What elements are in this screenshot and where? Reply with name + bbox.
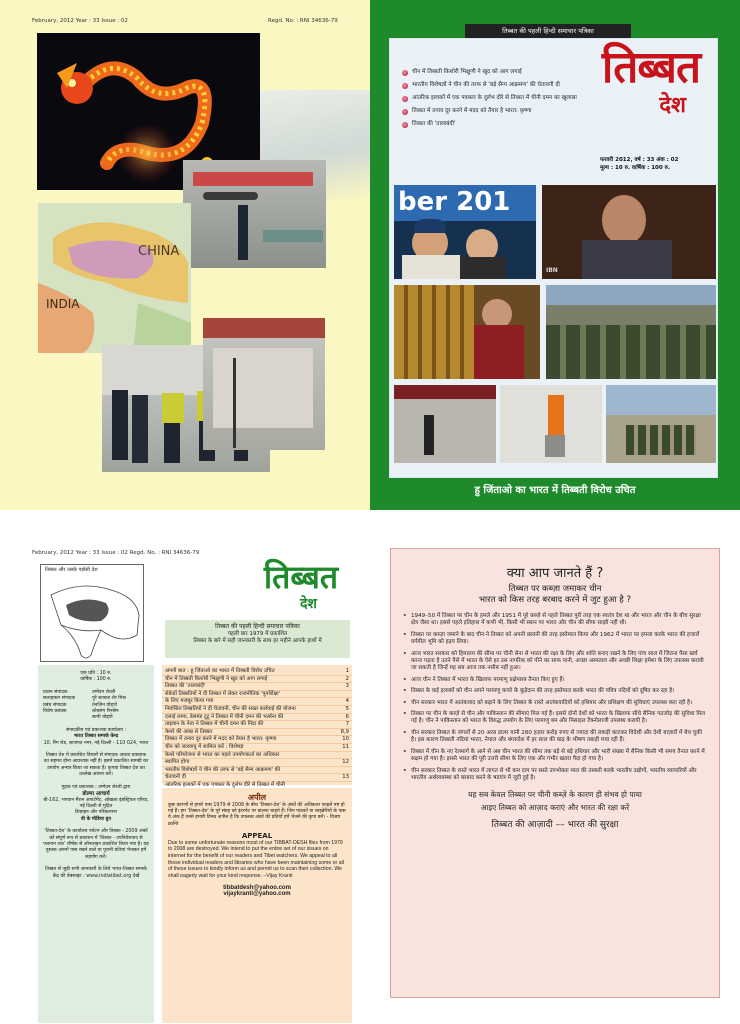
footer-line: यह सब केवल तिब्बत पर चीनी कब्ज़े के कारण ही संभव हो पाया — [468, 790, 642, 800]
toc-row[interactable]: सेकेडों तिब्बतियों ने दी तिब्बत में लेकर राजनीतिक 'पुनर्शिक्षा' — [162, 691, 352, 699]
banner-text: ber 201 — [398, 187, 511, 217]
bullet-icon — [402, 109, 408, 115]
did-you-know-box — [390, 548, 720, 998]
toc-row[interactable]: भारतीय विशेषज्ञों ने चीन की तरफ से 'बड़े सैन्य आक्रमण' की — [162, 767, 352, 775]
front-cover-tagline: तिब्बत की पहली हिन्दी समाचार पत्रिका — [465, 24, 631, 38]
designer-title: डिज़ाइन और परिकल्पना — [75, 810, 117, 816]
staff-row: सामी योड्पो — [92, 715, 113, 721]
fact-item: • तिब्बत पर कब्ज़ा जमाने के बाद चीन ने तिब्बत को अपनी छावनी की तरह इस्तेमाल किया और 1962 में भारत पर हमला करके भारत की हजारों वर्गमील भूमि को हड़प लिया। — [403, 631, 700, 646]
bullet-icon — [402, 70, 408, 76]
bullet-icon — [402, 122, 408, 128]
headline-item[interactable]: तिब्बत में तनाव दूर करने में मदद को तैयार है भारत: कृष्णा — [402, 108, 597, 115]
archive-note: 'तिब्बत-देश' के कार्यालय पर्यटन और तिब्बत - 2009 अंकों को संपूर्ण रूप से प्रकाशन में 'तिब्बत - उपनिवेशवाद से पलायन तक' शीर्षक से ऑनलाइन प्रकाशित किया गया है। यह पुस्तक अपनों पास रखने वाले या पुरानी प्रतियां भेजकर हमें सहयोग करें। — [43, 829, 149, 860]
appeal-hindi-text: कुछ कारणों से हमारे पास 1979 से 2008 के बीच 'तिब्बत-देश' के अंकों की अधिकतर फाइलें नष्ट हो गई हैं। हम 'तिब्बत-देश' के पूरे संग्रह को इंटरनेट पर डालना चाहते हैं। जिन पाठकों या लाइब्रेरियों के पास ये अंक हैं उनसे हमारी विनम्र अपील है कि उपलब्ध अंकों की प्रतियाँ हमें भेजने की कृपा करें। - विजय क्रान्ति — [168, 803, 346, 827]
staff-row: सलाहकार संपादक पुरे स्टाफ़ड शेर मिश्र — [43, 696, 126, 702]
intro-line: तिब्बत के बारे में सही जानकारी के साथ हर महीने आपके हाथों में — [193, 638, 322, 644]
footer-slogan: तिब्बत की आज़ादी –– भारत की सुरक्षा — [491, 820, 619, 831]
svg-text:CHINA: CHINA — [138, 244, 180, 259]
intro-box — [165, 620, 350, 658]
printer-title: मुद्रक एवं प्रकाशक : उम्मेदन शेरली द्वारा — [61, 784, 131, 790]
small-map — [40, 564, 144, 662]
headline-item[interactable]: भारतीय विशेषज्ञों ने चीन की तरफ से 'बड़े सैन्य आक्रमण' की चेतावनी दी — [402, 82, 597, 89]
front-cover-logo: तिब्बत — [601, 42, 701, 93]
staff-row: प्रबंध संपादक तेनज़िन योड्पो — [43, 702, 117, 708]
email-link[interactable]: vijaykranti@yahoo.com — [223, 891, 291, 898]
front-cover-logo-sub: देश — [659, 92, 686, 118]
price-annual: वार्षिक : 100 रु. — [80, 677, 112, 683]
mountain-soldiers-photo — [606, 385, 716, 463]
toc-row[interactable]: निर्वासित तिब्बतियों ने दी चेतावनी, चीन की सख्त कार्रवाई की योजना 5 — [162, 706, 352, 714]
toc-row[interactable]: चीन को जलवायु में शामिल करें : विशेषज्ञ 11 — [162, 744, 352, 752]
bullet-icon — [402, 96, 408, 102]
intro-line: पहली बार 1979 में प्रकाशित — [227, 631, 288, 637]
toc-row[interactable]: दलाई लामा, डेसमंड टूटू ने तिब्बत में चीनी दमन की भर्त्सना की 6 — [162, 714, 352, 722]
facts-list — [391, 613, 719, 782]
fact-item: • चीन सरकार तिब्बत के जंगलों से 20 अरब डालर यानी 280 हज़ार करोड़ रुपए से ज्यादा की लकड़ी काटकर विदेशी और देशी बाज़ारों में बेच चुकी है। इस कारण तिब्बती नदियां भारत, नेपाल और बंग्लादेश में हर साल की बाढ़ के भीषण तबाही मचा रही हैं। — [403, 729, 702, 744]
fact-item: • तिब्बत पर चीन के कब्ज़े से चीन और पाकिस्तान की सीमाएं मिल गई हैं। इससे दोनों देशों को भारत के खिलाफ सीधे सैनिक गठजोड़ की सुविधा मिल गई है। चीन ने पाकिस्तान को भारत के विरुद्ध उपयोग के लिए परमाणु बम और मिसाइल टैक्नोलाजी उपलब्ध करायी है। — [403, 711, 705, 725]
toc-row[interactable]: चीन में तिब्बती किशोरी भिक्षुणी ने खुद को आग लगाई 2 — [162, 676, 352, 684]
did-you-know-subtitle: भारत को किस तरह बरबाद करने में जुट हुआ है ? — [478, 595, 632, 605]
table-of-contents — [162, 665, 352, 788]
price-single: एक प्रति : 10 रु. — [80, 671, 112, 676]
inner-logo-sub: देश — [300, 596, 317, 612]
street-protest-photo — [183, 160, 326, 268]
toc-row[interactable]: तिब्बत की 'तालाबंदी' 3 — [162, 683, 352, 691]
fact-item: • चीन सरकार तिब्बत के रास्ते भारत में लागत से भी कम दाम पर सस्ते उपभोक्ता माल की तस्करी करके भारतीय उद्योगों, भारतीय व्यापारियों और भारतीय अर्थव्यवस्था को बरबाद करने के षडयंत्र में जुटी हुई है। — [403, 767, 697, 781]
intro-line: तिब्बत की पहली हिन्दी समाचार पत्रिका — [215, 623, 300, 630]
fact-item: • तिब्बत के कई इलाकों को चीन अपने परमाणु कचरे के कूड़ेदान की तरह इस्तेमाल करके भारत की पवित्र नदियों को दूषित कर रहा है। — [403, 688, 675, 695]
leaders-photo — [394, 185, 536, 279]
masthead-sidebar — [38, 665, 154, 1023]
toc-row[interactable]: ताइवान के नेता ने तिब्बत में चीनी दमन की निंदा की 7 — [162, 721, 352, 729]
inner-logo: तिब्बत — [263, 558, 339, 596]
did-you-know-subtitle: तिब्बत पर कब्ज़ा जमाकर चीन — [508, 584, 602, 594]
minister-photo: IBN — [542, 185, 716, 279]
website-note[interactable]: तिब्बत से जुड़ी सभी जानकारी के लिये भारत-तिब्बत सम्पर्क केंद्र की वेबसाइट : www.indiatibet.org देखें — [45, 867, 147, 879]
did-you-know-page — [370, 510, 740, 1024]
staff-row: विशेष प्रबंधक लोबसंग रिनछेन — [43, 709, 119, 715]
designer-name: वी के मीडिया ग्रुप — [81, 816, 111, 822]
parade-photo — [546, 285, 716, 379]
tibet-map-image — [38, 203, 191, 353]
toc-row[interactable]: आंतरिक इलाकों में एक पत्रकार के दुर्लभ दौरे से तिब्बत में चीनी — [162, 782, 352, 790]
toc-row[interactable]: केमरे परियोजना से भारत का पहले उपयोगकर्ता का अधिकार — [162, 752, 352, 760]
toc-row[interactable]: चेतावनी दी 13 — [162, 774, 352, 782]
issue-info: फरवरी 2012, वर्ष : 33 अंक : 02 — [600, 157, 679, 163]
email-link[interactable]: tibbatdesh@yahoo.com — [223, 885, 291, 892]
inner-page — [0, 510, 370, 1024]
appeal-english-title: APPEAL — [241, 831, 273, 840]
appeal-box — [162, 788, 352, 1023]
self-immolation-photo — [500, 385, 602, 463]
toc-row[interactable]: के लिए मजबूर किया गया 4 — [162, 698, 352, 706]
printer-address: बी-162, भगवान मैंशन अपार्टमेंट, ओखला इंडस्ट्रियल एरिया, नई दिल्ली से मुद्रित — [43, 797, 149, 809]
inner-page-header: February, 2012 Year : 33 Issue : 02 Regd. No. : RNI 34636-79 — [32, 550, 200, 556]
toc-row[interactable]: तिब्बत में तनाव दूर करने में मदद को तैयार है भारत: कृष्णा 10 — [162, 736, 352, 744]
appeal-english-text: Due to some unfortunate reasons most of our TIBBAT-DESH files from 1979 to 2008 are destroyed. We intend to put the entire set of our issues on internet for the benefit of our readers and Tibet watchers. We appeal to all those individual readers and libraries who have been maintaining some or all of these issues to kindly inform us and permit us to scan their collection. We shall eagerly wait for your kind response. –Vijay Kranti — [168, 839, 344, 879]
appeal-hindi-title: अपील — [247, 793, 267, 802]
printer-name: डोल्मा आचार्य — [82, 791, 110, 798]
fact-item: • 1949–50 में तिब्बत पर चीन के हमले और 1951 में पूरे कब्ज़े से पहले तिब्बत पूरी तरह एक स्वतंत्र देश था और भारत और चीन के बीच सुरक्षा क्षेत्र जैसा था। इससे पहले इतिहास में कभी भी, किसी भी स्थान पर भारत और चीन की सीमा साझी नहीं थी। — [403, 613, 701, 627]
headline-item[interactable]: आंतरिक इलाकों में एक पत्रकार के दुर्लभ दौरे से तिब्बत में चीनी दमन का खुलासा — [402, 95, 597, 102]
headline-item[interactable]: तिब्बत की 'तालाबंदी' — [402, 121, 597, 128]
map-caption: तिब्बत और उसके पड़ोसी देश — [45, 567, 98, 573]
bullet-icon — [402, 83, 408, 89]
back-cover-regd: Regd. No. : RNI 34636-79 — [268, 18, 338, 24]
fact-item: • आज भारत सरकार को हिमालय की सीमा पर चीनी सेना से भारत की रक्षा के लिए और शांति बनाए रखने के लिए पांच साल में जितना पैसा खर्च करना पड़ता है उतने पैसे में भारत के ऐसे हर उस नागरिक को पीने का साफ पानी, अच्छा अस्पताल और अच्छी शिक्षा हमेशा के लिए उपलब्ध करायी जा सकती है जिन्हें यह सब आज तक नसीब नहीं हुआ। — [403, 650, 704, 672]
toc-row[interactable]: केमरे की आंख से तिब्बत 8,9 — [162, 729, 352, 737]
footer-line: आइए तिब्बत को आज़ाद कराएं और भारत की रक्षा करें — [480, 803, 630, 813]
price-info: मूल्य : 10 रु. वार्षिक : 100 रु. — [600, 165, 670, 171]
office-address: 10, रिंग रोड, लाजपत नगर, नई दिल्ली - 110 024, भारत — [43, 740, 149, 746]
fact-item: • तिब्बत में चीन के नए रेलमार्ग के आने से अब चीन भारत की सीमा तक बड़े से बड़े हथियार और भारी संख्या में सैनिक किसी भी समय तैनात करने में सक्षम हो गया है। इससे भारत की पूरी उत्तरी सीमा के लिए एक और गंभीर खतरा पैदा हो गया है। — [403, 748, 705, 763]
headline-item[interactable]: चीन में तिब्बती किशोरी भिक्षुणी ने खुद को आग लगाई — [402, 69, 597, 76]
building-photo — [203, 318, 325, 450]
back-cover-date: February, 2012 Year : 33 Issue : 02 — [32, 18, 128, 24]
toc-row[interactable]: अपनी बात : हू जिंताओ का भारत में तिब्बती विरोध उचित 1 — [162, 668, 352, 676]
toc-row[interactable]: स्थापित होगा 12 — [162, 759, 352, 767]
office-name: भारत तिब्बत सम्पर्क केन्द्र — [73, 734, 119, 740]
disclaimer: तिब्बत देश में प्रकाशित विचारों से संपादक अथवा प्रकाशक का सहमत होना आवश्यक नहीं है। इसमें प्रकाशित सामग्री का उपयोग अन्यत्र किया जा सकता है। कृपया तिब्बत देश का उल्लेख अवश्य करें। — [43, 753, 149, 778]
office-title: संपादकीय एवं प्रकाशक कार्यालय : — [65, 727, 127, 733]
back-cover-page — [0, 0, 370, 510]
fact-item: • चीन सरकार भारत में आतंकवाद को बढ़ाने के लिए तिब्बत के रास्ते आतंकवादियों को हथियार और प्रशिक्षण की सुविधाएं उपलब्ध करा रही है। — [403, 699, 693, 706]
fact-item: • आज चीन ने तिब्बत में भारत के खिलाफ परमाणु प्रक्षेपास्त्र तैनात किए हुए हैं। — [403, 676, 565, 683]
front-cover-footer-headline: हु जिंताओ का भारत में तिब्बती विरोध उचित — [474, 485, 636, 496]
did-you-know-title: क्या आप जानते हैं ? — [506, 566, 604, 581]
front-cover-panel — [389, 38, 718, 478]
prayer-wheel-photo — [394, 285, 540, 379]
svg-text:INDIA: INDIA — [46, 297, 80, 311]
headline-list — [402, 69, 597, 134]
street-scene-photo — [394, 385, 496, 463]
front-cover-page — [370, 0, 740, 510]
staff-row: प्रधान संपादक उम्मेदन शेरली — [43, 689, 116, 695]
